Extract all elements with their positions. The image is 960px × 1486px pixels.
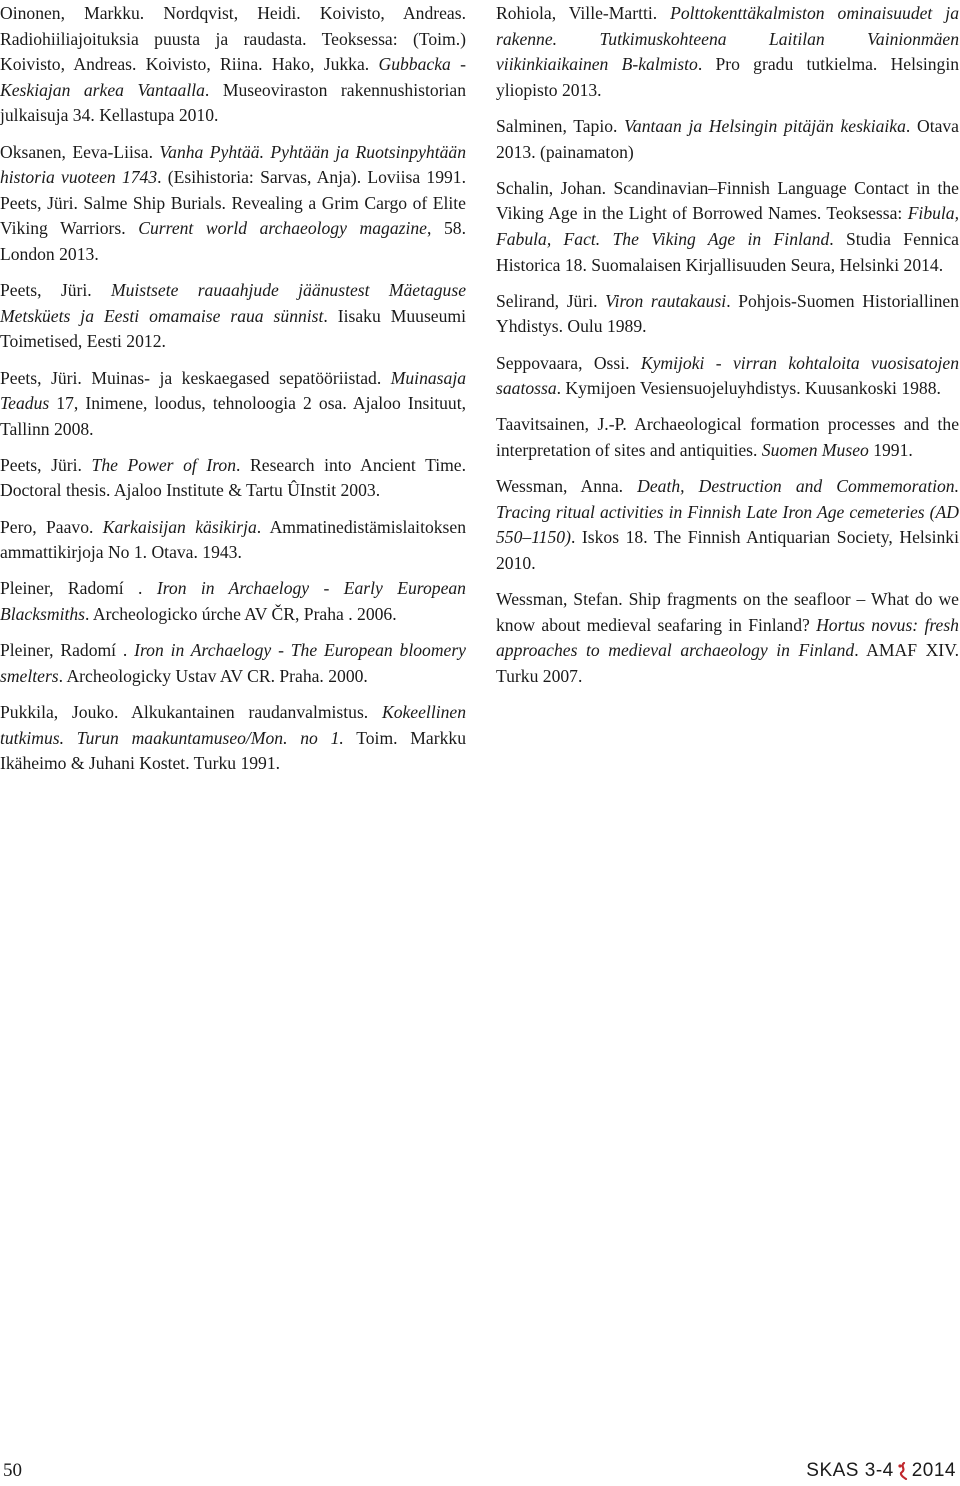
reference-title-italic: Viron rautakausi bbox=[605, 290, 727, 311]
reference-text: . AMAF XIV. Turku 2007. bbox=[496, 640, 959, 686]
reference-text: 1991. bbox=[868, 439, 913, 460]
reference-text: . Pohjois-Suomen Historiallinen Yhdistys. Oulu 1989. bbox=[496, 290, 959, 337]
reference-text: . Archeologicky Ustav AV CR. Praha. 2000. bbox=[58, 665, 368, 686]
reference-text: Selirand, Jüri. bbox=[496, 290, 606, 311]
reference-entry bbox=[0, 576, 466, 627]
reference-title-italic: Iron in Archaelogy - Early European Blacksmiths bbox=[0, 578, 466, 625]
reference-entry bbox=[496, 474, 959, 576]
journal-name bbox=[806, 1460, 956, 1482]
journal-name-year: 2014 bbox=[911, 1460, 956, 1481]
reference-text: Salminen, Tapio. bbox=[496, 115, 625, 136]
reference-text: Peets, Jüri. Muinas- ja keskaegased sepatööriistad. bbox=[0, 367, 391, 388]
reference-text: 17, Inimene, loodus, tehnoloogia 2 osa. Ajaloo Insituut, Tallinn 2008. bbox=[0, 393, 466, 439]
reference-title-italic: Karkaisijan käsikirja bbox=[102, 516, 257, 537]
right-reference-column bbox=[496, 1, 959, 700]
reference-title-italic: Gubbacka - Keskiajan arkea Vantaalla bbox=[0, 54, 466, 100]
reference-title-italic: The Power of Iron bbox=[91, 454, 237, 475]
reference-title-italic: Death, Destruction and Commemoration. Tracing ritual activities in Finnish Late Iron Age cemeteries (AD 550–1150) bbox=[496, 476, 959, 548]
reference-text: Peets, Jüri. bbox=[0, 280, 111, 301]
reference-title-italic: Kokeellinen tutkimus. Turun maakuntamuseo/Mon. no 1. bbox=[0, 702, 466, 748]
reference-entry bbox=[0, 1, 466, 129]
reference-entry bbox=[496, 587, 959, 689]
reference-text: Rohiola, Ville-Martti. bbox=[496, 3, 671, 23]
reference-title-italic: Polttokenttäkalmiston ominaisuudet ja rakenne. Tutkimuskohteena Laitilan Vainionmäen viikinkiaikainen B-kalmisto bbox=[496, 3, 959, 75]
reference-text: Taavitsainen, J.-P. Archaeological formation processes and the interpretation of sites and antiquities. bbox=[496, 414, 959, 460]
journal-name-issue: SKAS 3-4 bbox=[806, 1460, 894, 1481]
reference-text: . Ammatinedistämislaitoksen ammattikirjoja No 1. Otava. 1943. bbox=[0, 516, 466, 563]
reference-entry bbox=[496, 176, 959, 278]
reference-text: , 58. London 2013. bbox=[0, 218, 466, 264]
reference-text: Oinonen, Markku. Nordqvist, Heidi. Koivisto, Andreas. Radiohiiliajoituksia puusta ja raudasta. Teoksessa: (Toim.) Koivisto, Andreas. Koivisto, Riina. Hako, Jukka. bbox=[0, 3, 466, 75]
left-reference-column bbox=[0, 1, 466, 787]
page-footer bbox=[0, 1460, 960, 1486]
reference-title-italic: Hortus novus: fresh approaches to medieval archaeology in Finland bbox=[496, 614, 959, 661]
reference-entry bbox=[496, 1, 959, 103]
reference-title-italic: Vantaan ja Helsingin pitäjän keskiaika bbox=[624, 115, 906, 136]
reference-title-italic: Current world archaeology magazine bbox=[138, 218, 427, 239]
reference-entry bbox=[496, 289, 959, 340]
reference-text: Oksanen, Eeva-Liisa. bbox=[0, 141, 160, 162]
reference-entry bbox=[0, 515, 466, 566]
reference-title-italic: Kymijoki - virran kohtaloita vuosisatojen saatossa bbox=[496, 352, 960, 399]
skas-logo-icon bbox=[897, 1462, 909, 1480]
reference-entry bbox=[0, 140, 466, 268]
reference-title-italic: Iron in Archaelogy - The European bloomery smelters bbox=[0, 640, 466, 686]
reference-text: Schalin, Johan. Scandinavian–Finnish Language Contact in the Viking Age in the Light of Borrowed Names. Teoksessa: bbox=[496, 177, 959, 224]
reference-text: Seppovaara, Ossi. bbox=[496, 352, 641, 373]
reference-entry bbox=[0, 278, 466, 355]
reference-text: Pero, Paavo. bbox=[0, 516, 103, 537]
reference-text: . Research into Ancient Time. Doctoral thesis. Ajaloo Institute & Tartu ÛInstit 2003. bbox=[0, 454, 467, 501]
reference-text: . Archeologicko úrche AV ČR, Praha . 2006. bbox=[85, 604, 397, 625]
reference-text: . (Esihistoria: Sarvas, Anja). Loviisa 1991. Peets, Jüri. Salme Ship Burials. Revealing a Grim Cargo of Elite Viking Warriors. bbox=[0, 167, 466, 239]
reference-text: . Iskos 18. The Finnish Antiquarian Society, Helsinki 2010. bbox=[496, 527, 959, 573]
reference-entry bbox=[0, 638, 466, 689]
reference-text: Wessman, Stefan. Ship fragments on the seafloor – What do we know about medieval seafaring in Finland? bbox=[496, 589, 959, 635]
reference-title-italic: Muistsete rauaahjude jäänustest Mäetaguse Metsküets ja Eesti omamaise raua sünnist bbox=[0, 280, 467, 326]
reference-entry bbox=[0, 700, 466, 777]
reference-text: Pleiner, Radomí . bbox=[0, 640, 135, 661]
reference-text: Pukkila, Jouko. Alkukantainen raudanvalmistus. bbox=[0, 702, 382, 722]
reference-entry bbox=[496, 114, 959, 165]
reference-text: . Museoviraston rakennushistorian julkaisuja 34. Kellastupa 2010. bbox=[0, 79, 466, 126]
reference-text: Pleiner, Radomí . bbox=[0, 578, 157, 599]
reference-entry bbox=[0, 366, 466, 443]
reference-text: Wessman, Anna. bbox=[496, 476, 638, 497]
reference-text: . Otava 2013. (painamaton) bbox=[496, 115, 959, 162]
reference-text: . Kymijoen Vesiensuojeluyhdistys. Kuusankoski 1988. bbox=[556, 378, 941, 399]
reference-text: Peets, Jüri. bbox=[0, 454, 92, 475]
reference-title-italic: Fibula, Fabula, Fact. The Viking Age in Finland bbox=[496, 203, 959, 249]
reference-title-italic: Suomen Museo bbox=[761, 439, 869, 460]
page-number: 50 bbox=[3, 1460, 22, 1481]
reference-text: . Pro gradu tutkielma. Helsingin yliopisto 2013. bbox=[496, 54, 959, 100]
reference-entry bbox=[496, 351, 959, 402]
reference-entry bbox=[496, 412, 959, 463]
reference-title-italic: Vanha Pyhtää. Pyhtään ja Ruotsinpyhtään historia vuoteen 1743 bbox=[0, 141, 466, 188]
reference-text: . Iisaku Muuseumi Toimetised, Eesti 2012. bbox=[0, 305, 466, 352]
reference-text: Toim. Markku Ikäheimo & Juhani Kostet. Turku 1991. bbox=[0, 727, 466, 774]
reference-entry bbox=[0, 453, 466, 504]
reference-text: . Studia Fennica Historica 18. Suomalaisen Kirjallisuuden Seura, Helsinki 2014. bbox=[496, 228, 959, 275]
reference-title-italic: Muinasaja Teadus bbox=[0, 367, 466, 414]
